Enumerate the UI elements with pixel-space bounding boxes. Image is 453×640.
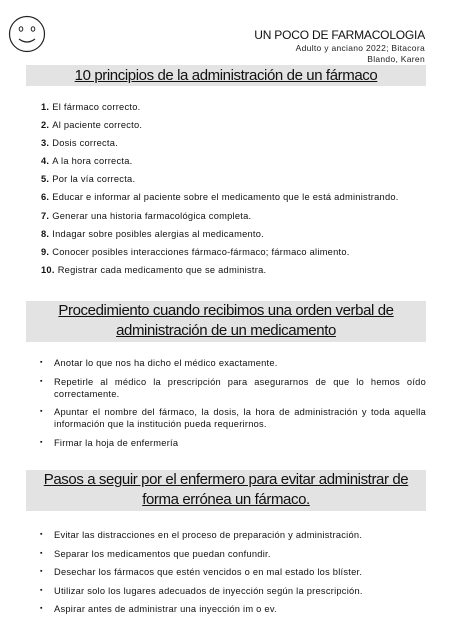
principle-text: Al paciente correcto. xyxy=(52,120,143,131)
square-bullet-icon: ▪ xyxy=(40,531,43,538)
verbal-order-steps-list xyxy=(40,357,426,455)
principle-item xyxy=(41,154,431,172)
bullet-item xyxy=(40,585,426,597)
bullet-text: Repetirle al médico la prescripción para asegurarnos de que lo hemos oído correctamente. xyxy=(54,376,426,399)
principle-number: 7. xyxy=(41,210,50,221)
bullet-item xyxy=(40,603,426,615)
square-bullet-icon: ▪ xyxy=(40,586,43,594)
principle-text: El fármaco correcto. xyxy=(52,102,141,112)
bullet-text: Desechar los fármacos que estén vencidos o en mal estado los blíster. xyxy=(54,567,363,577)
principle-number: 1. xyxy=(41,102,50,112)
principle-item xyxy=(41,172,431,190)
smiley-face-icon xyxy=(8,15,46,53)
principle-number: 4. xyxy=(41,156,50,167)
bullet-item xyxy=(40,566,426,578)
bullet-text: Evitar las distracciones en el proceso de preparación y administración. xyxy=(54,530,363,540)
principle-item xyxy=(41,136,431,154)
bullet-item xyxy=(40,357,426,369)
principle-text: Educar e informar al paciente sobre el medicamento que le está administrando. xyxy=(52,192,399,203)
section-heading-line: administración de un medicamento xyxy=(116,322,336,339)
bullet-text: Separar los medicamentos que puedan confundir. xyxy=(54,548,271,559)
principle-item xyxy=(41,263,431,281)
bullet-text: Firmar la hoja de enfermería xyxy=(54,437,179,448)
principle-text: Por la vía correcta. xyxy=(52,174,136,185)
document-subtitle: Adulto y anciano 2022; Bitacora xyxy=(295,43,425,53)
principle-item xyxy=(41,245,431,263)
bullet-item xyxy=(40,406,426,430)
principles-list xyxy=(41,100,431,281)
bullet-item xyxy=(40,548,426,560)
bullet-text: Utilizar solo los lugares adecuados de inyección según la prescripción. xyxy=(54,585,363,596)
bullet-item xyxy=(40,437,426,449)
bullet-item xyxy=(40,376,426,400)
principle-item xyxy=(41,190,431,208)
bullet-text: Anotar lo que nos ha dicho el médico exactamente. xyxy=(54,358,278,368)
principle-number: 10. xyxy=(41,264,55,275)
error-prevention-steps-list xyxy=(40,529,426,622)
section-heading-line: forma errónea un fármaco. xyxy=(142,491,310,508)
section-heading-error-prevention xyxy=(26,470,426,511)
principle-text: Generar una historia farmacológica completa. xyxy=(52,210,252,221)
principle-item xyxy=(41,100,431,118)
section-heading-line: Pasos a seguir por el enfermero para evitar administrar de xyxy=(43,471,409,488)
section-heading-principles: 10 principios de la administración de un fármaco xyxy=(26,65,426,86)
principle-text: Indagar sobre posibles alergias al medicamento. xyxy=(52,228,265,239)
principle-number: 5. xyxy=(41,174,50,185)
square-bullet-icon: ▪ xyxy=(40,359,43,366)
principle-number: 2. xyxy=(41,120,50,131)
square-bullet-icon: ▪ xyxy=(40,438,43,446)
document-title: UN POCO DE FARMACOLOGIA xyxy=(254,28,425,42)
bullet-text: Aspirar antes de administrar una inyección im o ev. xyxy=(54,604,277,614)
principle-item xyxy=(41,209,431,227)
square-bullet-icon: ▪ xyxy=(40,549,43,557)
principle-item xyxy=(41,227,431,245)
section-heading-line: Procedimiento cuando recibimos una orden verbal de xyxy=(58,302,394,319)
bullet-item xyxy=(40,529,426,541)
principle-text: Conocer posibles interacciones fármaco-fármaco; fármaco alimento. xyxy=(52,246,350,257)
square-bullet-icon: ▪ xyxy=(40,408,43,415)
square-bullet-icon: ▪ xyxy=(40,377,43,385)
principle-item xyxy=(41,118,431,136)
principle-text: Dosis correcta. xyxy=(52,138,119,149)
principle-number: 9. xyxy=(41,246,50,257)
bullet-text: Apuntar el nombre del fármaco, la dosis, la hora de administración y toda aquella información que la institución pueda requerirnos. xyxy=(54,407,426,429)
square-bullet-icon: ▪ xyxy=(40,568,43,575)
document-author: Blando, Karen xyxy=(367,54,425,64)
principle-number: 6. xyxy=(41,192,50,203)
square-bullet-icon: ▪ xyxy=(40,605,43,612)
principle-text: Registrar cada medicamento que se administra. xyxy=(57,264,267,275)
section-heading-verbal-order xyxy=(26,301,426,342)
principle-text: A la hora correcta. xyxy=(52,156,133,167)
principle-number: 8. xyxy=(41,228,50,239)
principle-number: 3. xyxy=(41,138,50,149)
